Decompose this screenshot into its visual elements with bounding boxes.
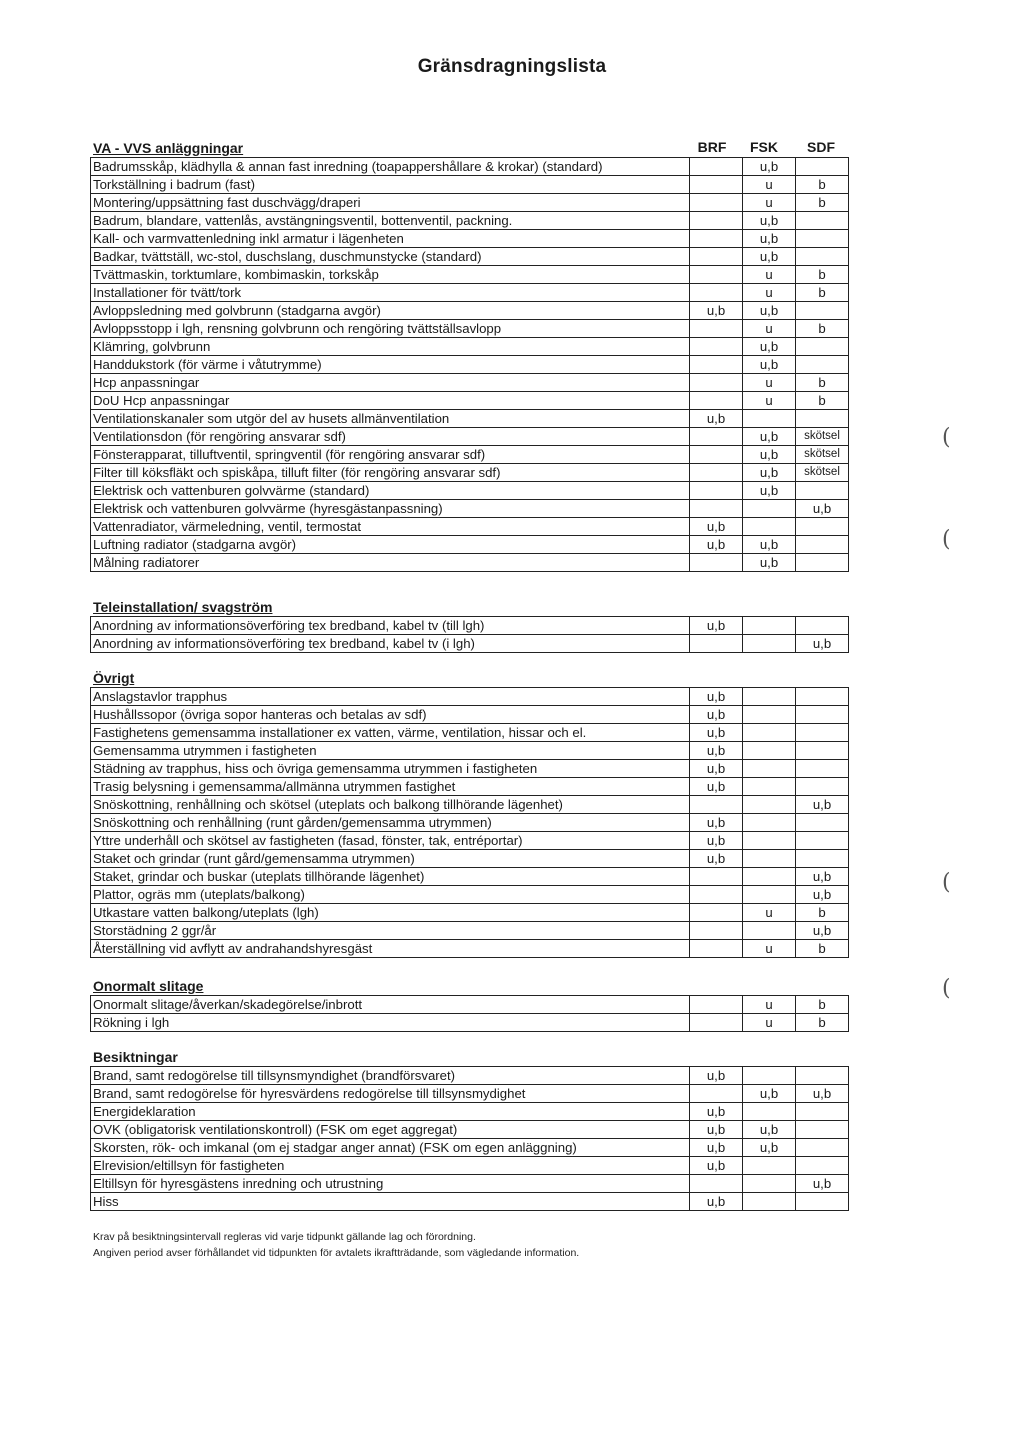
row-label: DoU Hcp anpassningar xyxy=(91,392,690,410)
responsibility-table xyxy=(90,687,849,958)
section-heading: Besiktningar xyxy=(93,1049,178,1065)
row-label: Brand, samt redogörelse för hyresvärdens redogörelse till tillsynsmydighet xyxy=(91,1085,690,1103)
row-label: Rökning i lgh xyxy=(91,1014,690,1032)
cell-fsk: u,b xyxy=(743,1085,796,1103)
row-label: Fastighetens gemensamma installationer ex vatten, värme, ventilation, hissar och el. xyxy=(91,724,690,742)
table-row xyxy=(91,500,849,518)
cell-brf: u,b xyxy=(690,1103,743,1121)
section xyxy=(90,669,850,958)
row-label: Avloppsstopp i lgh, rensning golvbrunn och rengöring tvättställsavlopp xyxy=(91,320,690,338)
cell-sdf: b xyxy=(796,320,849,338)
cell-brf: u,b xyxy=(690,832,743,850)
cell-brf xyxy=(690,194,743,212)
cell-fsk: u,b xyxy=(743,482,796,500)
row-label: Fönsterapparat, tilluftventil, springventil (för rengöring ansvarar sdf) xyxy=(91,446,690,464)
cell-sdf xyxy=(796,814,849,832)
table-row xyxy=(91,212,849,230)
cell-sdf: u,b xyxy=(796,500,849,518)
table-row xyxy=(91,996,849,1014)
row-label: Staket och grindar (runt gård/gemensamma utrymmen) xyxy=(91,850,690,868)
cell-brf xyxy=(690,500,743,518)
cell-fsk: u,b xyxy=(743,554,796,572)
cell-sdf xyxy=(796,1067,849,1085)
cell-sdf xyxy=(796,742,849,760)
column-header-brf: BRF xyxy=(697,139,727,155)
cell-fsk: u xyxy=(743,194,796,212)
cell-fsk xyxy=(743,1175,796,1193)
cell-sdf xyxy=(796,832,849,850)
table-row xyxy=(91,194,849,212)
cell-sdf: b xyxy=(796,940,849,958)
cell-brf xyxy=(690,464,743,482)
cell-brf: u,b xyxy=(690,536,743,554)
footnote: Krav på besiktningsintervall regleras vid varje tidpunkt gällande lag och förordning. xyxy=(93,1231,476,1243)
table-row xyxy=(91,940,849,958)
cell-brf: u,b xyxy=(690,617,743,635)
table-row xyxy=(91,1193,849,1211)
section xyxy=(90,139,850,572)
row-label: Brand, samt redogörelse till tillsynsmyndighet (brandförsvaret) xyxy=(91,1067,690,1085)
cell-brf xyxy=(690,320,743,338)
cell-brf: u,b xyxy=(690,850,743,868)
cell-brf xyxy=(690,1014,743,1032)
cell-fsk xyxy=(743,886,796,904)
responsibility-table xyxy=(90,157,849,572)
cell-sdf xyxy=(796,482,849,500)
row-label: Eltillsyn för hyresgästens inredning och utrustning xyxy=(91,1175,690,1193)
row-label: Hiss xyxy=(91,1193,690,1211)
table-row xyxy=(91,1157,849,1175)
cell-fsk: u,b xyxy=(743,212,796,230)
row-label: Gemensamma utrymmen i fastigheten xyxy=(91,742,690,760)
row-label: Kall- och varmvattenledning inkl armatur i lägenheten xyxy=(91,230,690,248)
section-heading: Övrigt xyxy=(93,670,135,686)
cell-brf: u,b xyxy=(690,1121,743,1139)
table-row xyxy=(91,248,849,266)
cell-fsk xyxy=(743,500,796,518)
table-row xyxy=(91,868,849,886)
cell-fsk xyxy=(743,742,796,760)
row-label: Onormalt slitage/åverkan/skadegörelse/inbrott xyxy=(91,996,690,1014)
cell-sdf: b xyxy=(796,904,849,922)
cell-brf xyxy=(690,904,743,922)
section-heading: Onormalt slitage xyxy=(93,978,204,994)
cell-sdf xyxy=(796,410,849,428)
table-row xyxy=(91,617,849,635)
table-row xyxy=(91,446,849,464)
cell-fsk: u,b xyxy=(743,356,796,374)
cell-fsk: u,b xyxy=(743,464,796,482)
column-header-sdf: SDF xyxy=(807,139,835,155)
cell-brf: u,b xyxy=(690,742,743,760)
table-row xyxy=(91,635,849,653)
cell-sdf xyxy=(796,518,849,536)
cell-fsk: u xyxy=(743,996,796,1014)
cell-sdf: u,b xyxy=(796,886,849,904)
table-row xyxy=(91,922,849,940)
cell-fsk: u xyxy=(743,320,796,338)
row-label: Klämring, golvbrunn xyxy=(91,338,690,356)
cell-brf xyxy=(690,868,743,886)
cell-sdf xyxy=(796,1139,849,1157)
cell-brf: u,b xyxy=(690,518,743,536)
column-header-fsk: FSK xyxy=(750,139,778,155)
row-label: Elrevision/eltillsyn för fastigheten xyxy=(91,1157,690,1175)
cell-fsk: u xyxy=(743,1014,796,1032)
cell-brf xyxy=(690,922,743,940)
row-label: Staket, grindar och buskar (uteplats tillhörande lägenhet) xyxy=(91,868,690,886)
cell-brf: u,b xyxy=(690,1139,743,1157)
cell-sdf: u,b xyxy=(796,1175,849,1193)
row-label: OVK (obligatorisk ventilationskontroll) (FSK om eget aggregat) xyxy=(91,1121,690,1139)
cell-fsk: u xyxy=(743,176,796,194)
page-title: Gränsdragningslista xyxy=(417,56,607,77)
cell-sdf: b xyxy=(796,176,849,194)
cell-fsk xyxy=(743,518,796,536)
table-row xyxy=(91,742,849,760)
cell-sdf: u,b xyxy=(796,1085,849,1103)
cell-sdf xyxy=(796,230,849,248)
cell-brf xyxy=(690,266,743,284)
cell-fsk xyxy=(743,832,796,850)
cell-sdf xyxy=(796,706,849,724)
row-label: Handdukstork (för värme i våtutrymme) xyxy=(91,356,690,374)
section xyxy=(90,598,850,653)
cell-fsk: u,b xyxy=(743,536,796,554)
margin-mark: ( xyxy=(942,870,951,895)
table-row xyxy=(91,904,849,922)
row-label: Badrum, blandare, vattenlås, avstängningsventil, bottenventil, packning. xyxy=(91,212,690,230)
cell-sdf xyxy=(796,760,849,778)
table-row xyxy=(91,760,849,778)
cell-brf xyxy=(690,635,743,653)
section xyxy=(90,977,850,1032)
cell-sdf xyxy=(796,536,849,554)
row-label: Målning radiatorer xyxy=(91,554,690,572)
row-label: Anslagstavlor trapphus xyxy=(91,688,690,706)
table-row xyxy=(91,832,849,850)
table-row xyxy=(91,482,849,500)
cell-brf xyxy=(690,212,743,230)
cell-sdf: skötsel xyxy=(796,464,849,482)
cell-fsk xyxy=(743,1103,796,1121)
cell-brf xyxy=(690,230,743,248)
row-label: Elektrisk och vattenburen golvvärme (standard) xyxy=(91,482,690,500)
cell-brf xyxy=(690,446,743,464)
table-row xyxy=(91,724,849,742)
cell-fsk xyxy=(743,922,796,940)
table-row xyxy=(91,554,849,572)
cell-brf: u,b xyxy=(690,688,743,706)
row-label: Installationer för tvätt/tork xyxy=(91,284,690,302)
cell-sdf xyxy=(796,554,849,572)
cell-sdf: b xyxy=(796,1014,849,1032)
table-row xyxy=(91,158,849,176)
table-row xyxy=(91,850,849,868)
table-row xyxy=(91,338,849,356)
cell-sdf: skötsel xyxy=(796,446,849,464)
cell-sdf: b xyxy=(796,996,849,1014)
cell-brf xyxy=(690,338,743,356)
cell-brf xyxy=(690,176,743,194)
cell-sdf xyxy=(796,617,849,635)
row-label: Avloppsledning med golvbrunn (stadgarna avgör) xyxy=(91,302,690,320)
cell-fsk: u xyxy=(743,266,796,284)
table-row xyxy=(91,284,849,302)
cell-brf xyxy=(690,996,743,1014)
cell-sdf: u,b xyxy=(796,635,849,653)
row-label: Torkställning i badrum (fast) xyxy=(91,176,690,194)
row-label: Hcp anpassningar xyxy=(91,374,690,392)
table-row xyxy=(91,1014,849,1032)
row-label: Anordning av informationsöverföring tex bredband, kabel tv (till lgh) xyxy=(91,617,690,635)
cell-fsk xyxy=(743,760,796,778)
cell-brf: u,b xyxy=(690,760,743,778)
cell-sdf xyxy=(796,1121,849,1139)
cell-sdf xyxy=(796,248,849,266)
table-row xyxy=(91,518,849,536)
cell-fsk xyxy=(743,635,796,653)
cell-fsk xyxy=(743,706,796,724)
cell-brf: u,b xyxy=(690,302,743,320)
cell-brf xyxy=(690,940,743,958)
row-label: Ventilationsdon (för rengöring ansvarar sdf) xyxy=(91,428,690,446)
cell-sdf: b xyxy=(796,392,849,410)
table-row xyxy=(91,230,849,248)
row-label: Hushållssopor (övriga sopor hanteras och betalas av sdf) xyxy=(91,706,690,724)
table-row xyxy=(91,176,849,194)
cell-fsk: u xyxy=(743,392,796,410)
cell-sdf: b xyxy=(796,374,849,392)
cell-fsk: u,b xyxy=(743,302,796,320)
margin-mark: ( xyxy=(942,527,951,552)
row-label: Luftning radiator (stadgarna avgör) xyxy=(91,536,690,554)
cell-sdf xyxy=(796,158,849,176)
cell-fsk: u,b xyxy=(743,338,796,356)
cell-brf: u,b xyxy=(690,724,743,742)
row-label: Utkastare vatten balkong/uteplats (lgh) xyxy=(91,904,690,922)
cell-fsk: u xyxy=(743,904,796,922)
cell-sdf xyxy=(796,1193,849,1211)
table-row xyxy=(91,536,849,554)
cell-fsk xyxy=(743,778,796,796)
row-label: Återställning vid avflytt av andrahandshyresgäst xyxy=(91,940,690,958)
row-label: Storstädning 2 ggr/år xyxy=(91,922,690,940)
table-row xyxy=(91,1103,849,1121)
cell-brf xyxy=(690,428,743,446)
cell-brf xyxy=(690,886,743,904)
cell-brf xyxy=(690,392,743,410)
cell-fsk xyxy=(743,617,796,635)
cell-fsk xyxy=(743,1067,796,1085)
cell-sdf xyxy=(796,302,849,320)
cell-brf: u,b xyxy=(690,706,743,724)
cell-fsk xyxy=(743,1193,796,1211)
margin-mark: ( xyxy=(942,425,951,450)
responsibility-table xyxy=(90,1066,849,1211)
row-label: Yttre underhåll och skötsel av fastigheten (fasad, fönster, tak, entréportar) xyxy=(91,832,690,850)
row-label: Elektrisk och vattenburen golvvärme (hyresgästanpassning) xyxy=(91,500,690,518)
cell-brf xyxy=(690,248,743,266)
cell-sdf xyxy=(796,778,849,796)
table-row xyxy=(91,1139,849,1157)
cell-sdf: b xyxy=(796,284,849,302)
cell-sdf: u,b xyxy=(796,922,849,940)
row-label: Vattenradiator, värmeledning, ventil, termostat xyxy=(91,518,690,536)
cell-fsk: u,b xyxy=(743,1139,796,1157)
cell-brf xyxy=(690,1175,743,1193)
row-label: Filter till köksfläkt och spiskåpa, tilluft filter (för rengöring ansvarar sdf) xyxy=(91,464,690,482)
table-row xyxy=(91,1067,849,1085)
cell-fsk: u,b xyxy=(743,230,796,248)
responsibility-table xyxy=(90,616,849,653)
cell-fsk xyxy=(743,868,796,886)
table-row xyxy=(91,410,849,428)
cell-brf: u,b xyxy=(690,1193,743,1211)
row-label: Tvättmaskin, torktumlare, kombimaskin, torkskåp xyxy=(91,266,690,284)
cell-sdf xyxy=(796,212,849,230)
row-label: Snöskottning, renhållning och skötsel (uteplats och balkong tillhörande lägenhet) xyxy=(91,796,690,814)
table-row xyxy=(91,796,849,814)
cell-fsk: u,b xyxy=(743,446,796,464)
cell-fsk: u,b xyxy=(743,428,796,446)
cell-fsk: u xyxy=(743,374,796,392)
cell-brf xyxy=(690,482,743,500)
row-label: Montering/uppsättning fast duschvägg/draperi xyxy=(91,194,690,212)
table-row xyxy=(91,428,849,446)
section-heading: VA - VVS anläggningar xyxy=(93,140,244,156)
row-label: Anordning av informationsöverföring tex bredband, kabel tv (i lgh) xyxy=(91,635,690,653)
row-label: Skorsten, rök- och imkanal (om ej stadgar anger annat) (FSK om egen anläggning) xyxy=(91,1139,690,1157)
cell-brf xyxy=(690,554,743,572)
cell-brf xyxy=(690,796,743,814)
row-label: Städning av trapphus, hiss och övriga gemensamma utrymmen i fastigheten xyxy=(91,760,690,778)
cell-brf: u,b xyxy=(690,1067,743,1085)
cell-sdf xyxy=(796,356,849,374)
cell-fsk xyxy=(743,410,796,428)
cell-sdf xyxy=(796,688,849,706)
cell-sdf: b xyxy=(796,266,849,284)
table-row xyxy=(91,688,849,706)
cell-sdf xyxy=(796,850,849,868)
table-row xyxy=(91,320,849,338)
cell-brf xyxy=(690,1085,743,1103)
cell-brf xyxy=(690,374,743,392)
row-label: Plattor, ogräs mm (uteplats/balkong) xyxy=(91,886,690,904)
section-heading: Teleinstallation/ svagström xyxy=(93,599,273,615)
cell-fsk xyxy=(743,796,796,814)
section xyxy=(90,1048,850,1211)
cell-brf: u,b xyxy=(690,410,743,428)
row-label: Trasig belysning i gemensamma/allmänna utrymmen fastighet xyxy=(91,778,690,796)
cell-fsk: u xyxy=(743,940,796,958)
cell-fsk xyxy=(743,814,796,832)
cell-brf: u,b xyxy=(690,814,743,832)
cell-sdf: b xyxy=(796,194,849,212)
cell-brf: u,b xyxy=(690,778,743,796)
cell-fsk xyxy=(743,850,796,868)
table-row xyxy=(91,1121,849,1139)
cell-sdf xyxy=(796,1157,849,1175)
table-row xyxy=(91,374,849,392)
cell-fsk xyxy=(743,724,796,742)
cell-sdf: u,b xyxy=(796,796,849,814)
footnote: Angiven period avser förhållandet vid tidpunkten för avtalets ikraftträdande, som vägledande information. xyxy=(93,1247,580,1259)
cell-brf xyxy=(690,356,743,374)
cell-sdf xyxy=(796,338,849,356)
table-row xyxy=(91,266,849,284)
row-label: Energideklaration xyxy=(91,1103,690,1121)
row-label: Snöskottning och renhållning (runt gården/gemensamma utrymmen) xyxy=(91,814,690,832)
cell-fsk: u,b xyxy=(743,248,796,266)
cell-sdf xyxy=(796,1103,849,1121)
row-label: Ventilationskanaler som utgör del av husets allmänventilation xyxy=(91,410,690,428)
table-row xyxy=(91,392,849,410)
table-row xyxy=(91,778,849,796)
cell-fsk: u,b xyxy=(743,1121,796,1139)
table-row xyxy=(91,886,849,904)
cell-sdf: u,b xyxy=(796,868,849,886)
table-row xyxy=(91,1085,849,1103)
cell-sdf xyxy=(796,724,849,742)
table-row xyxy=(91,1175,849,1193)
margin-mark: ( xyxy=(942,976,951,1001)
table-row xyxy=(91,814,849,832)
table-row xyxy=(91,706,849,724)
table-row xyxy=(91,302,849,320)
table-row xyxy=(91,356,849,374)
table-row xyxy=(91,464,849,482)
cell-brf: u,b xyxy=(690,1157,743,1175)
cell-fsk xyxy=(743,688,796,706)
responsibility-table xyxy=(90,995,849,1032)
row-label: Badkar, tvättställ, wc-stol, duschslang, duschmunstycke (standard) xyxy=(91,248,690,266)
cell-sdf: skötsel xyxy=(796,428,849,446)
cell-brf xyxy=(690,158,743,176)
cell-fsk xyxy=(743,1157,796,1175)
cell-fsk: u,b xyxy=(743,158,796,176)
cell-fsk: u xyxy=(743,284,796,302)
cell-brf xyxy=(690,284,743,302)
row-label: Badrumsskåp, klädhylla & annan fast inredning (toapappershållare & krokar) (standard) xyxy=(91,158,690,176)
